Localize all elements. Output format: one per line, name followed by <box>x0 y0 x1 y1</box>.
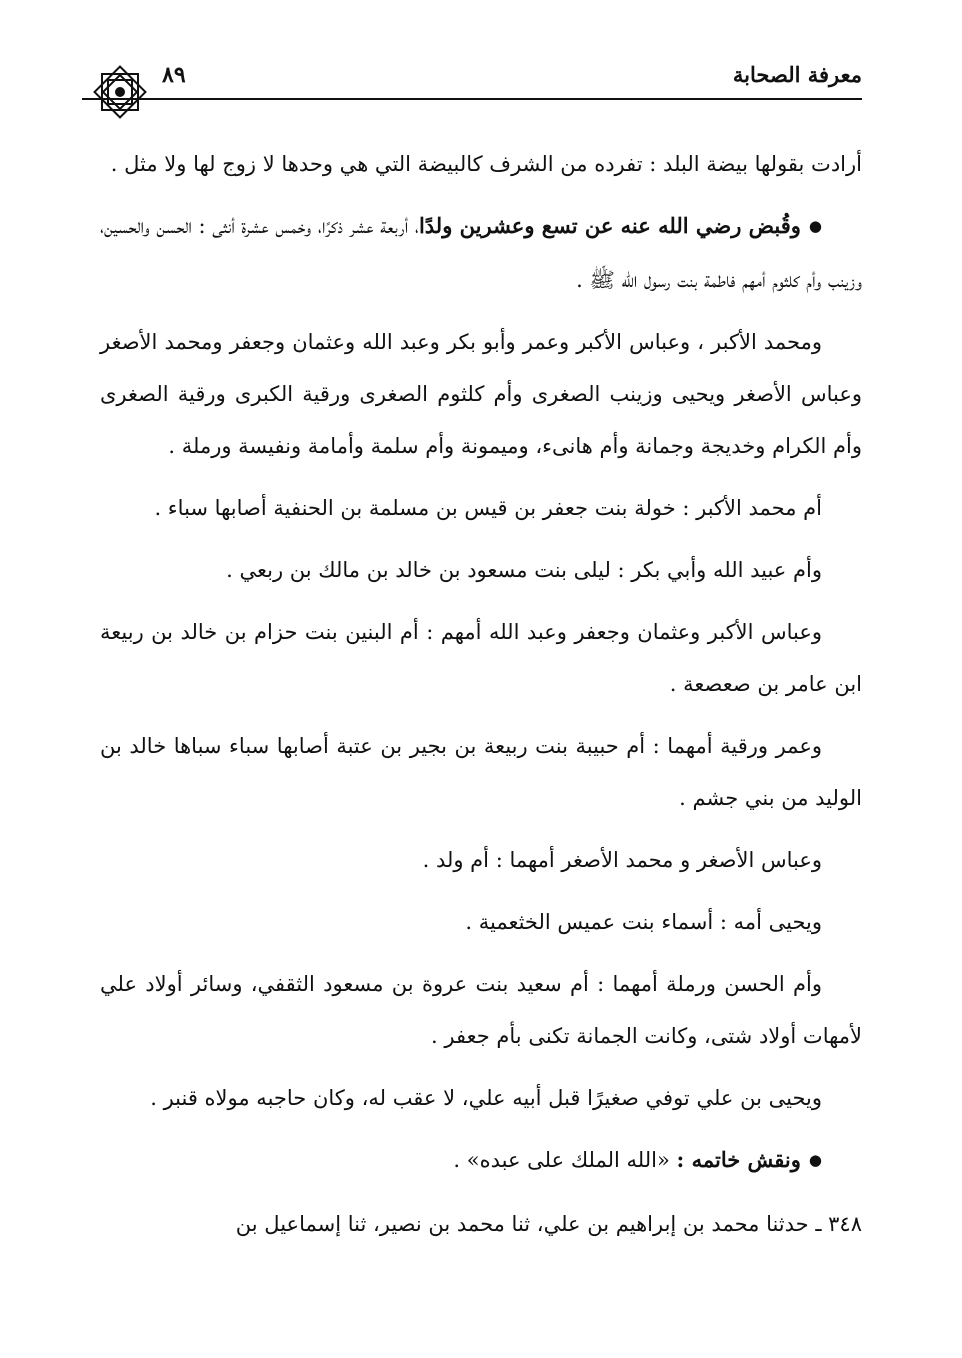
bullet-heading: ● وقُبض رضي الله عنه عن تسع وعشرين ولدًا <box>419 213 822 238</box>
book-title: معرفة الصحابة <box>732 62 862 87</box>
paragraph: ومحمد الأكبر ، وعباس الأكبر وعمر وأبو بكر وعبد الله وعثمان وجعفر ومحمد الأصغر وعباس الأصغر ويحيى وزينب الصغرى وأم كلثوم الصغرى ورقية الكبرى ورقية الصغرى وأم الكرام وخديجة وجمانة وأم هانىء، وميمونة وأم سلمة وأمامة ونفيسة ورملة . <box>100 330 862 458</box>
paragraph: أرادت بقولها بيضة البلد : تفرده من الشرف كالبيضة التي هي وحدها لا زوج لها ولا مثل . <box>110 152 862 176</box>
paragraph: ويحيى بن علي توفي صغيرًا قبل أبيه علي، لا عقب له، وكان حاجبه مولاه قنبر . <box>150 1086 822 1110</box>
page-header <box>90 56 862 100</box>
header-rule <box>82 98 862 100</box>
page-number: ٨٩ <box>162 62 186 88</box>
paragraph <box>100 200 862 306</box>
octagram-ornament-icon <box>88 60 152 124</box>
paragraph <box>100 1134 862 1188</box>
main-text <box>100 138 862 1260</box>
paragraph: وعباس الأصغر و محمد الأصغر أمهما : أم ولد . <box>422 848 822 872</box>
paragraph-text: ، أربعة عشر ذكرًا، وخمس عشرة أنثى : الحسن والحسين، وزينب وأم كلثوم أمهم فاطمة بنت رسول الله ﷺ . <box>100 214 862 292</box>
paragraph: أم محمد الأكبر : خولة بنت جعفر بن قيس بن مسلمة بن الحنفية أصابها سباء . <box>154 496 822 520</box>
paragraph: ويحيى أمه : أسماء بنت عميس الخثعمية . <box>465 910 822 934</box>
paragraph: وأم عبيد الله وأبي بكر : ليلى بنت مسعود بن خالد بن مالك بن ربعي . <box>226 558 822 582</box>
hadith-paragraph: ٣٤٨ ـ حدثنا محمد بن إبراهيم بن علي، ثنا محمد بن نصير، ثنا إسماعيل بن <box>235 1212 862 1236</box>
paragraph: وعباس الأكبر وعثمان وجعفر وعبد الله أمهم : أم البنين بنت حزام بن خالد بن ربيعة ابن عامر بن صعصعة . <box>100 620 862 696</box>
bullet-heading: ● ونقش خاتمه : <box>677 1147 822 1172</box>
paragraph: وأم الحسن ورملة أمهما : أم سعيد بنت عروة بن مسعود الثقفي، وسائر أولاد علي لأمهات أولاد شتى، وكانت الجمانة تكنى بأم جعفر . <box>100 972 862 1048</box>
paragraph: وعمر ورقية أمهما : أم حبيبة بنت ربيعة بن بجير بن عتبة أصابها سباء سباها خالد بن الوليد من بني جشم . <box>100 734 862 810</box>
paragraph-text: «الله الملك على عبده» . <box>453 1148 670 1172</box>
